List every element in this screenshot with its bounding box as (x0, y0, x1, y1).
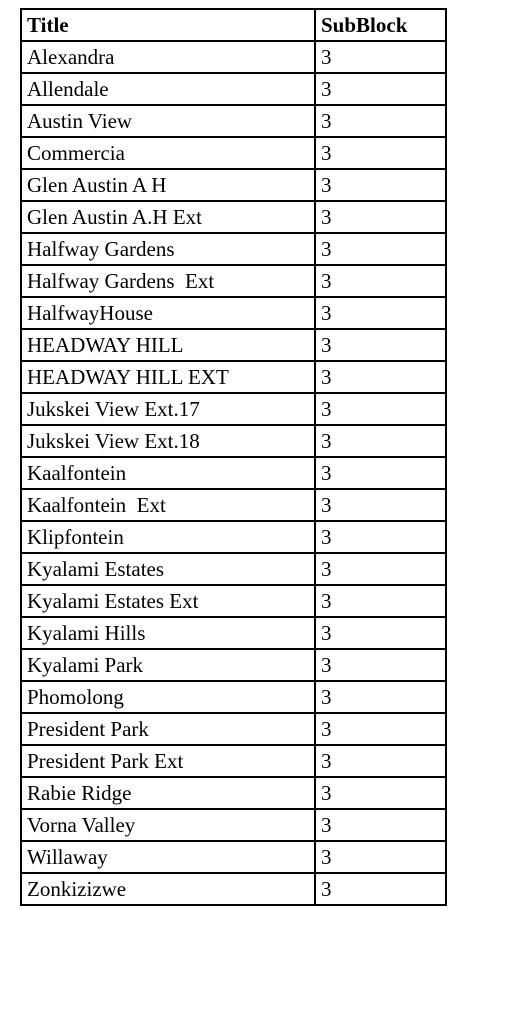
table-row (21, 73, 446, 105)
subblock-cell: 3 (315, 169, 446, 201)
subblock-table (20, 8, 447, 906)
subblock-cell: 3 (315, 265, 446, 297)
column-header-title: Title (21, 9, 315, 41)
subblock-cell: 3 (315, 777, 446, 809)
subblock-cell: 3 (315, 393, 446, 425)
title-cell: Jukskei View Ext.18 (21, 425, 315, 457)
table-row (21, 169, 446, 201)
subblock-cell: 3 (315, 585, 446, 617)
subblock-cell: 3 (315, 841, 446, 873)
subblock-cell: 3 (315, 361, 446, 393)
title-cell: Kyalami Park (21, 649, 315, 681)
title-cell: Rabie Ridge (21, 777, 315, 809)
table-row (21, 137, 446, 169)
subblock-cell: 3 (315, 617, 446, 649)
table-row (21, 489, 446, 521)
title-cell: Phomolong (21, 681, 315, 713)
title-cell: Allendale (21, 73, 315, 105)
table-row (21, 841, 446, 873)
table-row (21, 425, 446, 457)
title-cell: Glen Austin A H (21, 169, 315, 201)
subblock-cell: 3 (315, 137, 446, 169)
table-row (21, 649, 446, 681)
subblock-cell: 3 (315, 105, 446, 137)
table-row (21, 745, 446, 777)
subblock-cell: 3 (315, 73, 446, 105)
table-row (21, 713, 446, 745)
title-cell: Commercia (21, 137, 315, 169)
title-cell: Klipfontein (21, 521, 315, 553)
table-row (21, 809, 446, 841)
subblock-cell: 3 (315, 649, 446, 681)
table-row (21, 585, 446, 617)
subblock-cell: 3 (315, 681, 446, 713)
table-row (21, 41, 446, 73)
column-header-subblock: SubBlock (315, 9, 446, 41)
table-row (21, 553, 446, 585)
title-cell: Austin View (21, 105, 315, 137)
title-cell: Kyalami Estates Ext (21, 585, 315, 617)
subblock-cell: 3 (315, 521, 446, 553)
subblock-cell: 3 (315, 745, 446, 777)
table-row (21, 361, 446, 393)
title-cell: Kaalfontein (21, 457, 315, 489)
table-row (21, 329, 446, 361)
title-cell: President Park Ext (21, 745, 315, 777)
table-row (21, 681, 446, 713)
title-cell: HalfwayHouse (21, 297, 315, 329)
title-cell: Jukskei View Ext.17 (21, 393, 315, 425)
title-cell: Kyalami Hills (21, 617, 315, 649)
subblock-cell: 3 (315, 425, 446, 457)
table-row (21, 873, 446, 905)
table-row (21, 105, 446, 137)
title-cell: Vorna Valley (21, 809, 315, 841)
subblock-cell: 3 (315, 713, 446, 745)
subblock-cell: 3 (315, 873, 446, 905)
table-row (21, 297, 446, 329)
title-cell: President Park (21, 713, 315, 745)
title-cell: Halfway Gardens Ext (21, 265, 315, 297)
title-cell: Kaalfontein Ext (21, 489, 315, 521)
subblock-cell: 3 (315, 201, 446, 233)
title-cell: HEADWAY HILL (21, 329, 315, 361)
table-row (21, 233, 446, 265)
table-row (21, 457, 446, 489)
title-cell: Zonkizizwe (21, 873, 315, 905)
table-row (21, 201, 446, 233)
title-cell: Alexandra (21, 41, 315, 73)
subblock-cell: 3 (315, 329, 446, 361)
table-body (21, 41, 446, 905)
table-row (21, 617, 446, 649)
table-header-row (21, 9, 446, 41)
subblock-cell: 3 (315, 553, 446, 585)
table-row (21, 521, 446, 553)
subblock-cell: 3 (315, 41, 446, 73)
title-cell: Willaway (21, 841, 315, 873)
subblock-cell: 3 (315, 489, 446, 521)
title-cell: Kyalami Estates (21, 553, 315, 585)
table-row (21, 265, 446, 297)
subblock-cell: 3 (315, 457, 446, 489)
subblock-cell: 3 (315, 297, 446, 329)
title-cell: Glen Austin A.H Ext (21, 201, 315, 233)
table-row (21, 777, 446, 809)
subblock-cell: 3 (315, 809, 446, 841)
title-cell: HEADWAY HILL EXT (21, 361, 315, 393)
table-row (21, 393, 446, 425)
title-cell: Halfway Gardens (21, 233, 315, 265)
subblock-cell: 3 (315, 233, 446, 265)
